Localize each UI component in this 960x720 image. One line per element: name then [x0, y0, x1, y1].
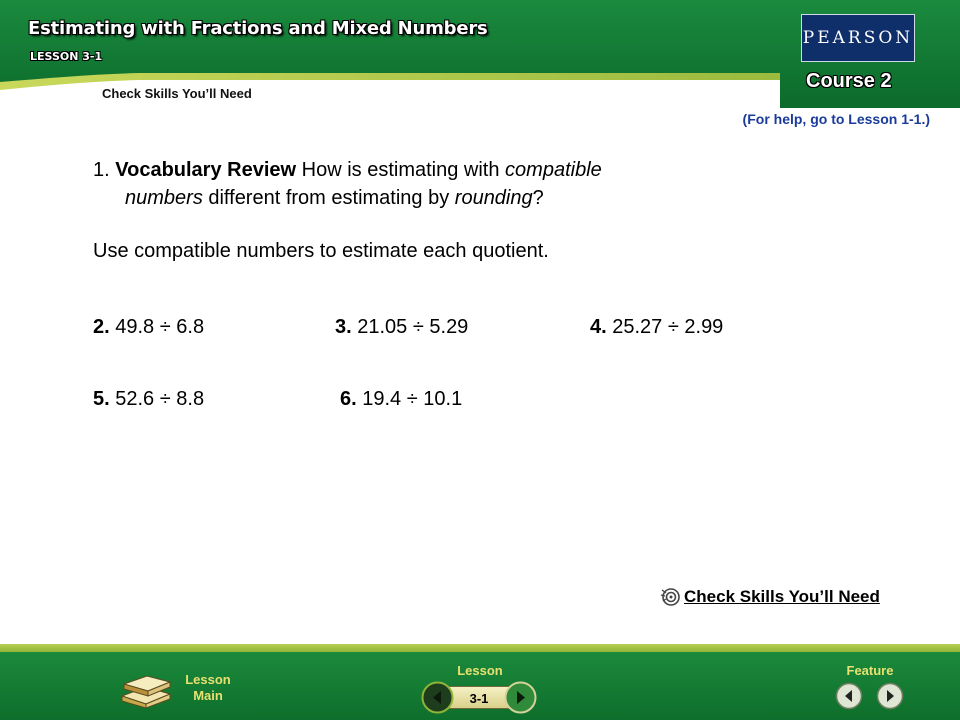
footer-stripe [0, 644, 960, 652]
problem-4 [590, 316, 723, 339]
target-icon [660, 586, 680, 608]
lesson-navigator [421, 681, 537, 714]
question-number: 1. [93, 159, 110, 181]
question-em-b: numbers [125, 187, 203, 209]
question-em-a: compatible [505, 159, 602, 181]
problem-expression: 52.6 ÷ 8.8 [109, 388, 205, 410]
check-skills-link[interactable] [660, 586, 880, 608]
lesson-nav-label: Lesson [457, 663, 503, 678]
lesson-number: 3-1 [469, 691, 489, 706]
page-title: Estimating with Fractions and Mixed Numbers [28, 18, 488, 39]
problem-number: 4. [590, 316, 607, 338]
problem-expression: 21.05 ÷ 5.29 [351, 316, 469, 338]
question-1 [93, 156, 813, 212]
question-text-a: How is estimating with [296, 159, 506, 181]
question-em-c: rounding [454, 187, 533, 209]
problem-expression: 19.4 ÷ 10.1 [356, 388, 463, 410]
problem-number: 5. [93, 388, 110, 410]
problem-6 [340, 388, 462, 411]
feature-prev-button[interactable] [835, 682, 863, 710]
footer-nav [0, 644, 960, 720]
instruction: Use compatible numbers to estimate each quotient. [93, 240, 549, 262]
pearson-logo [801, 14, 915, 62]
lesson-prev-button[interactable] [421, 681, 454, 714]
header-banner [0, 0, 960, 112]
question-text-b: different from estimating by [202, 187, 455, 209]
feature-next-button[interactable] [876, 682, 904, 710]
feature-nav-label: Feature [846, 663, 894, 678]
question-heading: Vocabulary Review [115, 159, 297, 181]
course-label: Course 2 [806, 70, 892, 92]
problem-3 [335, 316, 468, 339]
problem-2 [93, 316, 204, 339]
problem-number: 2. [93, 316, 110, 338]
logo-text: PEARSON [802, 28, 914, 48]
problem-expression: 49.8 ÷ 6.8 [109, 316, 205, 338]
problem-number: 6. [340, 388, 357, 410]
problem-expression: 25.27 ÷ 2.99 [606, 316, 724, 338]
help-note: (For help, go to Lesson 1-1.) [742, 111, 930, 127]
check-skills-link-label: Check Skills You’ll Need [684, 587, 880, 606]
question-line-2 [93, 184, 813, 212]
lesson-next-button[interactable] [504, 681, 537, 714]
lesson-main-line1: Lesson [185, 672, 231, 687]
question-text-c: ? [532, 187, 544, 209]
lesson-main-button[interactable] [178, 672, 238, 704]
lesson-main-line2: Main [193, 688, 223, 703]
section-title: Check Skills You’ll Need [102, 86, 252, 101]
problem-5 [93, 388, 204, 411]
books-icon[interactable] [118, 668, 174, 708]
problem-number: 3. [335, 316, 352, 338]
lesson-label: LESSON 3-1 [30, 50, 103, 63]
